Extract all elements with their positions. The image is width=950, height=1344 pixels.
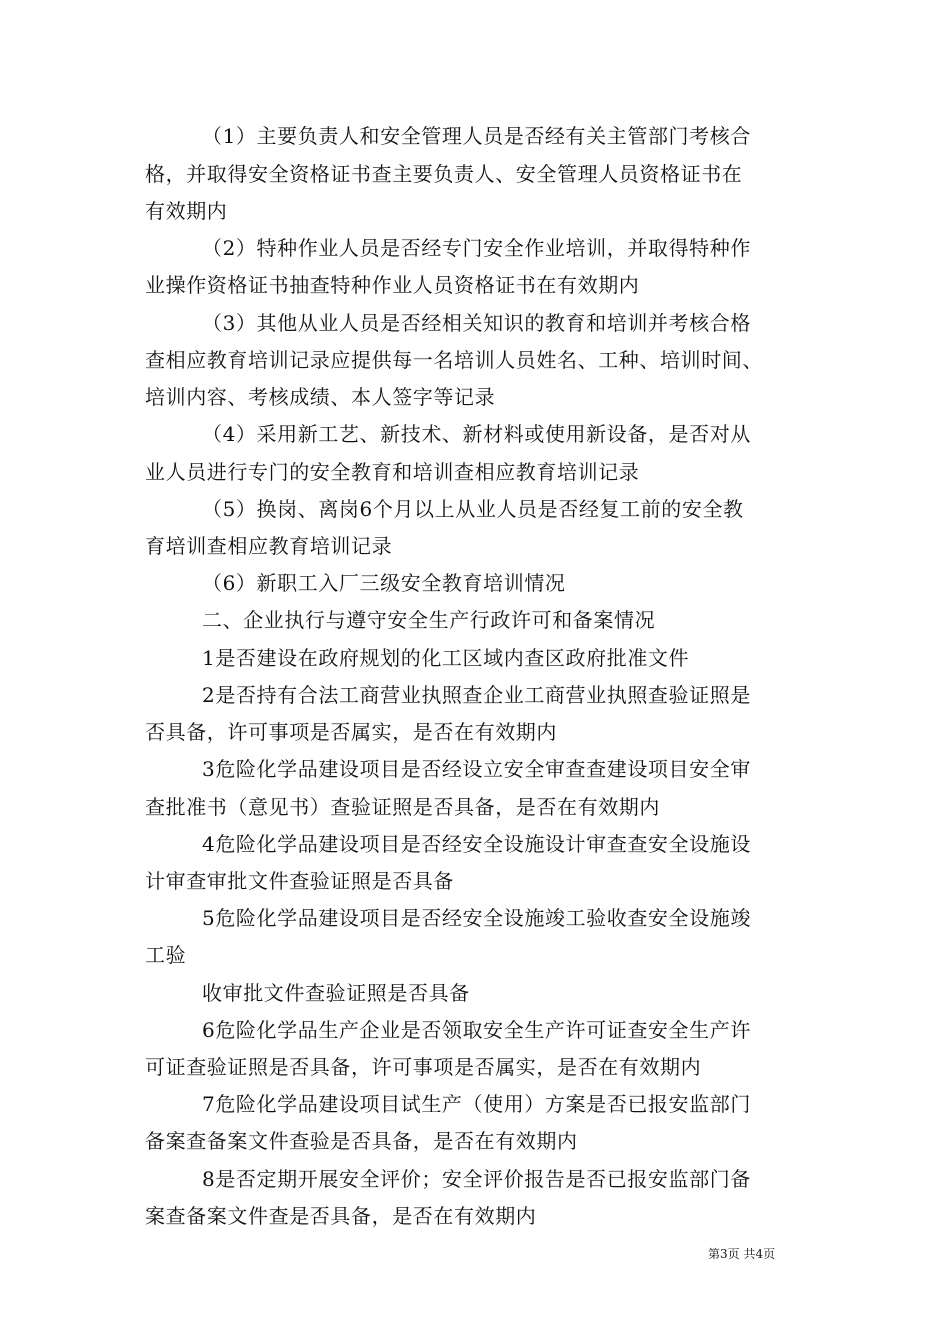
item-2-line-2: 否具备，许可事项是否属实，是否在有效期内 bbox=[145, 720, 557, 744]
paragraph-6-line-1: （6）新职工入厂三级安全教育培训情况 bbox=[202, 571, 566, 595]
paragraph-1-line-2: 格，并取得安全资格证书查主要负责人、安全管理人员资格证书在 bbox=[145, 162, 743, 186]
item-6-line-2: 可证查验证照是否具备，许可事项是否属实，是否在有效期内 bbox=[145, 1055, 702, 1079]
item-3-line-2: 查批准书（意见书）查验证照是否具备，是否在有效期内 bbox=[145, 795, 660, 819]
paragraph-3-line-2: 查相应教育培训记录应提供每一名培训人员姓名、工种、培训时间、 bbox=[145, 348, 763, 372]
item-5-line-1: 5危险化学品建设项目是否经安全设施竣工验收查安全设施竣 bbox=[202, 906, 751, 930]
item-1-line-1: 1是否建设在政府规划的化工区域内查区政府批准文件 bbox=[202, 646, 690, 670]
paragraph-3-line-3: 培训内容、考核成绩、本人签字等记录 bbox=[145, 385, 496, 409]
item-7-line-1: 7危险化学品建设项目试生产（使用）方案是否已报安监部门 bbox=[202, 1092, 751, 1116]
paragraph-3-line-1: （3）其他从业人员是否经相关知识的教育和培训并考核合格 bbox=[202, 311, 751, 335]
item-8-line-2: 案查备案文件查是否具备，是否在有效期内 bbox=[145, 1204, 537, 1228]
item-3-line-1: 3危险化学品建设项目是否经设立安全审查查建设项目安全审 bbox=[202, 757, 751, 781]
item-4-line-1: 4危险化学品建设项目是否经安全设施设计审查查安全设施设 bbox=[202, 832, 751, 856]
item-7-line-2: 备案查备案文件查验是否具备，是否在有效期内 bbox=[145, 1129, 578, 1153]
paragraph-4-line-1: （4）采用新工艺、新技术、新材料或使用新设备，是否对从 bbox=[202, 422, 751, 446]
page-number: 第3页 共4页 bbox=[708, 1247, 776, 1261]
item-4-line-2: 计审查审批文件查验证照是否具备 bbox=[145, 869, 454, 893]
paragraph-5-line-1: （5）换岗、离岗6个月以上从业人员是否经复工前的安全教 bbox=[202, 497, 744, 521]
paragraph-4-line-2: 业人员进行专门的安全教育和培训查相应教育培训记录 bbox=[145, 460, 640, 484]
paragraph-1-line-1: （1）主要负责人和安全管理人员是否经有关主管部门考核合 bbox=[202, 124, 751, 148]
item-8-line-1: 8是否定期开展安全评价；安全评价报告是否已报安监部门备 bbox=[202, 1167, 751, 1191]
section-heading-2: 二、企业执行与遵守安全生产行政许可和备案情况 bbox=[202, 608, 656, 632]
item-2-line-1: 2是否持有合法工商营业执照查企业工商营业执照查验证照是 bbox=[202, 683, 751, 707]
paragraph-2-line-2: 业操作资格证书抽查特种作业人员资格证书在有效期内 bbox=[145, 273, 640, 297]
paragraph-2-line-1: （2）特种作业人员是否经专门安全作业培训，并取得特种作 bbox=[202, 236, 751, 260]
item-6-line-1: 6危险化学品生产企业是否领取安全生产许可证查安全生产许 bbox=[202, 1018, 751, 1042]
item-5-line-2: 工验 bbox=[145, 943, 187, 967]
paragraph-5-line-2: 育培训查相应教育培训记录 bbox=[145, 534, 393, 558]
item-5-line-3: 收审批文件查验证照是否具备 bbox=[202, 981, 470, 1005]
paragraph-1-line-3: 有效期内 bbox=[145, 199, 228, 223]
